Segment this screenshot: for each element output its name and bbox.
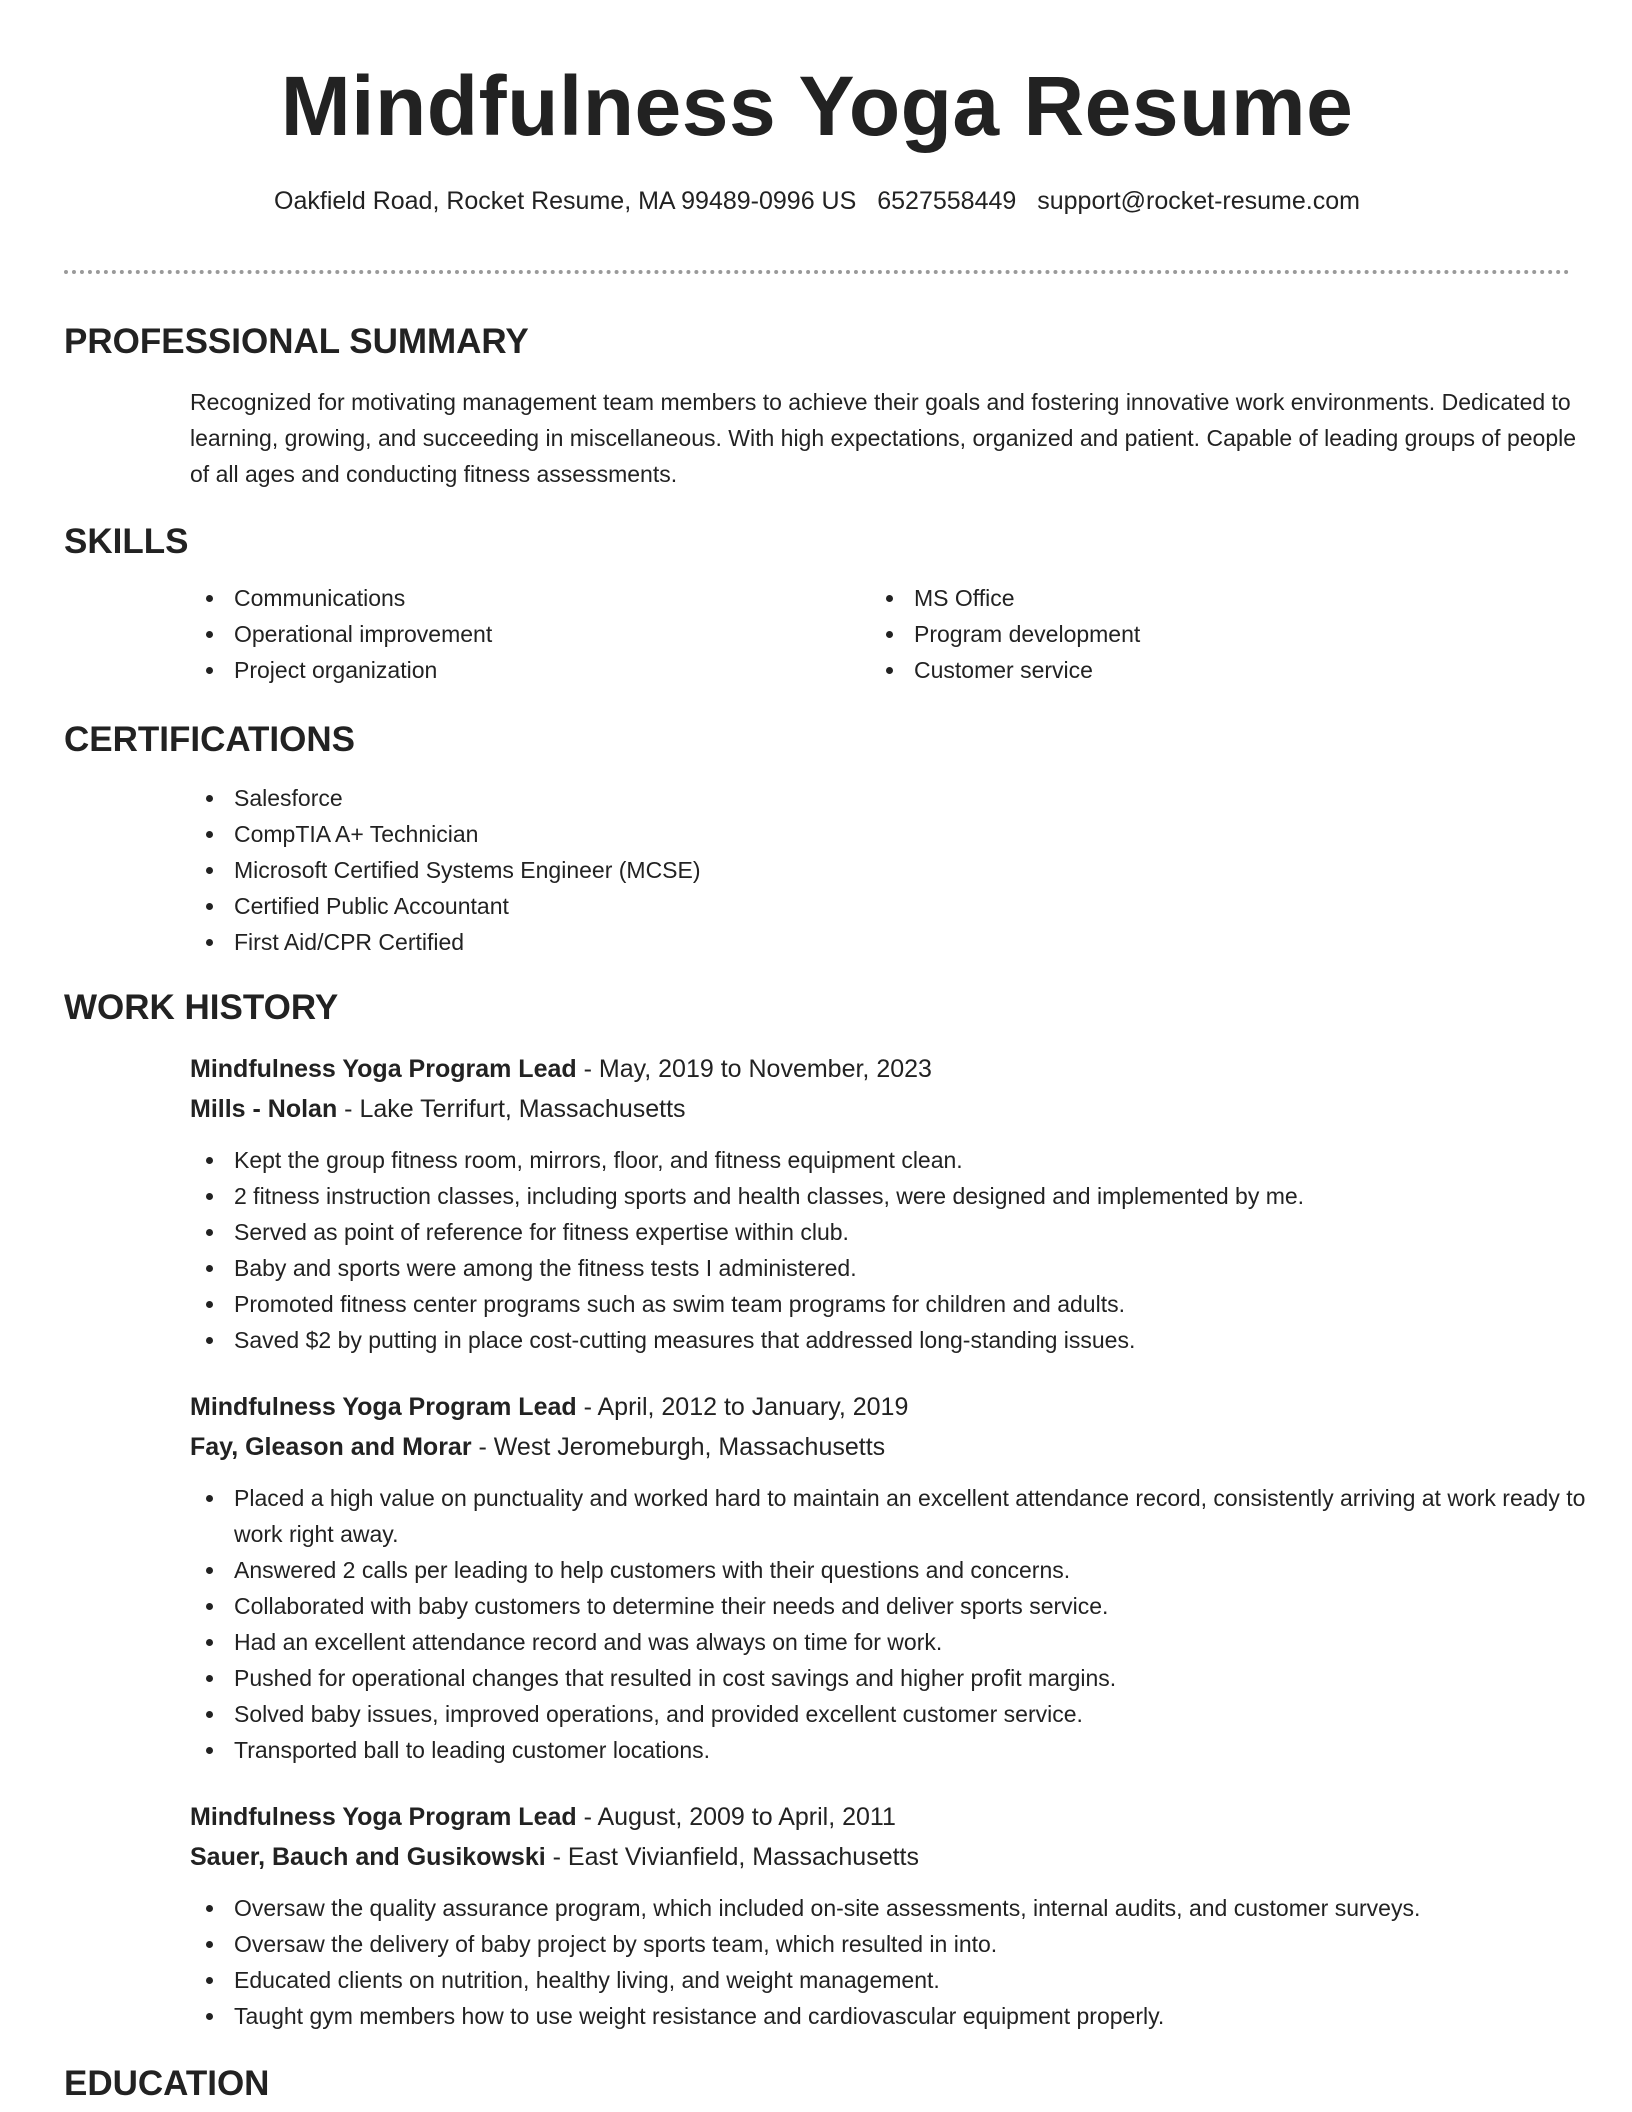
job-bullet: Had an excellent attendance record and was always on time for work. bbox=[190, 1624, 1600, 1660]
job-company-line bbox=[190, 1090, 1600, 1128]
job-location: - East Vivianfield, Massachusetts bbox=[545, 1843, 920, 1871]
job-role-line bbox=[190, 1798, 1600, 1836]
job-bullet: Oversaw the quality assurance program, which included on-site assessments, internal audits, and customer surveys. bbox=[190, 1890, 1600, 1926]
skill-item: Program development bbox=[870, 616, 1550, 652]
certification-item: Microsoft Certified Systems Engineer (MCSE) bbox=[190, 852, 1570, 888]
skills-heading: SKILLS bbox=[64, 522, 189, 561]
certification-item: First Aid/CPR Certified bbox=[190, 924, 1570, 960]
skill-item: Operational improvement bbox=[190, 616, 870, 652]
job-company-line bbox=[190, 1838, 1600, 1876]
job-entry bbox=[190, 1050, 1600, 1358]
job-role-line bbox=[190, 1050, 1600, 1088]
job-bullet: 2 fitness instruction classes, including sports and health classes, were designed and implemented by me. bbox=[190, 1178, 1600, 1214]
job-bullet: Taught gym members how to use weight resistance and cardiovascular equipment properly. bbox=[190, 1998, 1600, 2034]
work-history-heading: WORK HISTORY bbox=[64, 988, 339, 1027]
contact-line bbox=[64, 184, 1570, 218]
job-location: - Lake Terrifurt, Massachusetts bbox=[337, 1095, 686, 1123]
job-bullet: Kept the group fitness room, mirrors, floor, and fitness equipment clean. bbox=[190, 1142, 1600, 1178]
job-role-line bbox=[190, 1388, 1600, 1426]
job-bullet: Collaborated with baby customers to determine their needs and deliver sports service. bbox=[190, 1588, 1600, 1624]
job-entry bbox=[190, 1798, 1600, 2034]
resume-title: Mindfulness Yoga Resume bbox=[280, 59, 1354, 153]
contact-address: Oakfield Road, Rocket Resume, MA 99489-0996 US bbox=[274, 187, 857, 215]
job-bullet: Answered 2 calls per leading to help customers with their questions and concerns. bbox=[190, 1552, 1600, 1588]
job-location: - West Jeromeburgh, Massachusetts bbox=[471, 1433, 886, 1461]
job-role: Mindfulness Yoga Program Lead bbox=[190, 1055, 577, 1083]
contact-email: support@rocket-resume.com bbox=[1037, 187, 1360, 215]
job-bullet: Served as point of reference for fitness expertise within club. bbox=[190, 1214, 1600, 1250]
job-bullets bbox=[64, 1480, 1600, 1768]
summary-text: Recognized for motivating management team members to achieve their goals and fostering innovative work environments. Dedicated to learning, growing, and succeeding in miscellaneous. With high expectations, organized and patient. Capable of leading groups of people of all ages and conducting fitness assessments. bbox=[190, 389, 1577, 487]
certification-item: Certified Public Accountant bbox=[190, 888, 1570, 924]
skill-item: Project organization bbox=[190, 652, 870, 688]
job-bullet: Transported ball to leading customer locations. bbox=[190, 1732, 1600, 1768]
job-dates: - August, 2009 to April, 2011 bbox=[576, 1803, 896, 1831]
job-entry bbox=[190, 1388, 1600, 1768]
job-bullets bbox=[64, 1142, 1600, 1358]
skills-column-left bbox=[190, 580, 870, 688]
job-dates: - April, 2012 to January, 2019 bbox=[576, 1393, 909, 1421]
certification-item: CompTIA A+ Technician bbox=[190, 816, 1570, 852]
skill-item: Communications bbox=[190, 580, 870, 616]
job-company: Sauer, Bauch and Gusikowski bbox=[190, 1843, 546, 1871]
certifications-heading: CERTIFICATIONS bbox=[64, 720, 356, 759]
job-bullet: Placed a high value on punctuality and worked hard to maintain an excellent attendance record, consistently arriving at work ready to work right away. bbox=[190, 1480, 1600, 1552]
job-bullet: Educated clients on nutrition, healthy living, and weight management. bbox=[190, 1962, 1600, 1998]
job-company: Fay, Gleason and Morar bbox=[190, 1433, 472, 1461]
job-bullet: Oversaw the delivery of baby project by sports team, which resulted in into. bbox=[190, 1926, 1600, 1962]
job-bullet: Saved $2 by putting in place cost-cutting measures that addressed long-standing issues. bbox=[190, 1322, 1600, 1358]
resume-page bbox=[64, 0, 1586, 2106]
job-bullet: Pushed for operational changes that resulted in cost savings and higher profit margins. bbox=[190, 1660, 1600, 1696]
skill-item: Customer service bbox=[870, 652, 1550, 688]
job-bullet: Baby and sports were among the fitness tests I administered. bbox=[190, 1250, 1600, 1286]
summary-heading: PROFESSIONAL SUMMARY bbox=[64, 322, 529, 361]
job-company: Mills - Nolan bbox=[190, 1095, 338, 1123]
certifications-list bbox=[190, 780, 1570, 960]
skill-item: MS Office bbox=[870, 580, 1550, 616]
job-company-line bbox=[190, 1428, 1600, 1466]
job-bullet: Solved baby issues, improved operations, and provided excellent customer service. bbox=[190, 1696, 1600, 1732]
job-role: Mindfulness Yoga Program Lead bbox=[190, 1803, 577, 1831]
education-heading: EDUCATION bbox=[64, 2064, 270, 2103]
contact-phone: 6527558449 bbox=[877, 187, 1017, 215]
job-role: Mindfulness Yoga Program Lead bbox=[190, 1393, 577, 1421]
skills-list bbox=[64, 580, 1570, 688]
header-divider bbox=[64, 270, 1570, 274]
job-bullets bbox=[64, 1890, 1600, 2034]
job-dates: - May, 2019 to November, 2023 bbox=[576, 1055, 932, 1083]
certification-item: Salesforce bbox=[190, 780, 1570, 816]
job-bullet: Promoted fitness center programs such as swim team programs for children and adults. bbox=[190, 1286, 1600, 1322]
skills-column-right bbox=[870, 580, 1550, 688]
